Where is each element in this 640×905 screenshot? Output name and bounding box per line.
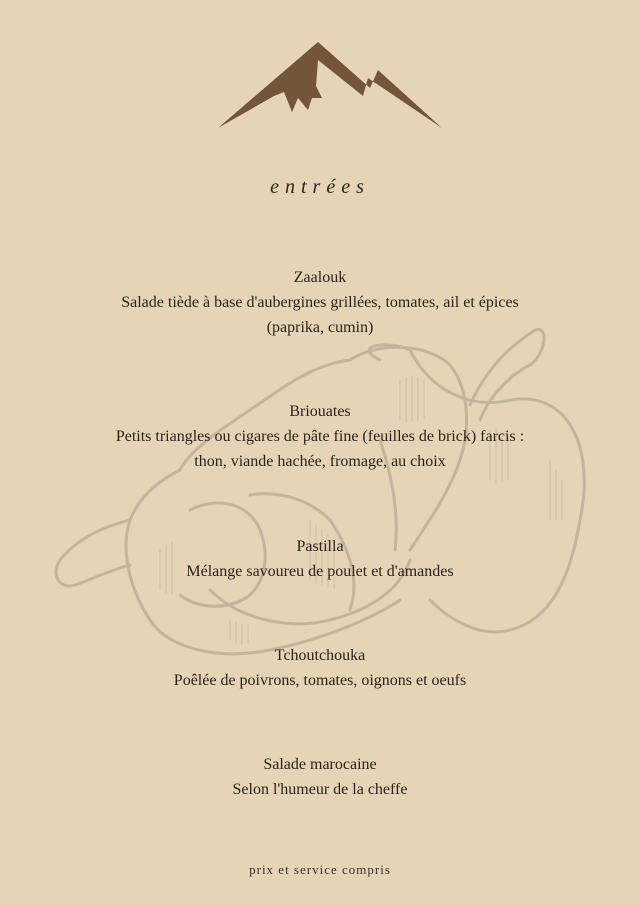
dish-description: Petits triangles ou cigares de pâte fine (feuilles de brick) farcis : — [115, 428, 525, 445]
menu-item-zaalouk — [0, 265, 640, 340]
dish-name: Pastilla — [296, 538, 344, 555]
dish-description: (paprika, cumin) — [266, 319, 374, 336]
bell-pepper-sketch-icon — [50, 320, 595, 665]
menu-item-briouates — [0, 399, 640, 474]
dish-name: Tchoutchouka — [274, 647, 366, 664]
menu-item-tchoutchouka — [0, 643, 640, 693]
dish-description: thon, viande hachée, fromage, au choix — [194, 453, 446, 470]
dish-description: Selon l'humeur de la cheffe — [232, 781, 408, 798]
dish-description: Poêlée de poivrons, tomates, oignons et oeufs — [173, 672, 467, 689]
mountain-icon — [218, 40, 442, 130]
dish-name: Zaalouk — [293, 269, 347, 286]
section-title: entrées — [270, 176, 370, 198]
dish-description: Mélange savoureu de poulet et d'amandes — [186, 563, 454, 580]
dish-name: Briouates — [289, 403, 351, 420]
dish-description: Salade tiède à base d'aubergines grillées, tomates, ail et épices — [121, 294, 519, 311]
menu-item-salade-marocaine — [0, 752, 640, 802]
menu-item-pastilla — [0, 534, 640, 584]
dish-name: Salade marocaine — [263, 756, 377, 773]
footer-note: prix et service compris — [249, 862, 391, 877]
